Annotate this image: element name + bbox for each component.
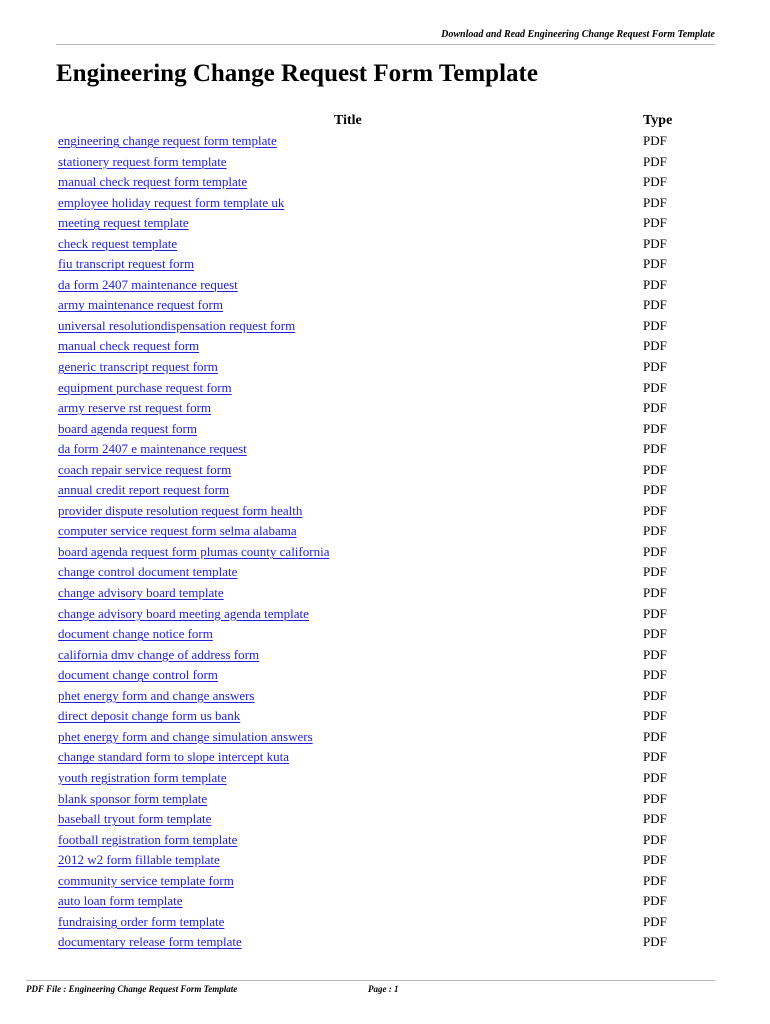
document-link[interactable]: annual credit report request form [58,482,230,498]
document-link[interactable]: document change control form [58,667,218,683]
document-type: PDF [643,893,667,909]
document-type: PDF [643,687,667,703]
document-link[interactable]: army reserve rst request form [58,400,212,416]
document-type: PDF [643,359,667,375]
document-type: PDF [643,502,667,518]
document-link[interactable]: check request template [58,235,178,251]
table-row [58,131,698,152]
document-type: PDF [643,276,667,292]
document-link[interactable]: manual check request form template [58,174,248,190]
table-row [58,809,698,830]
table-row [58,604,698,625]
table-row [58,234,698,255]
table-row [58,336,698,357]
table-row [58,645,698,666]
document-link[interactable]: coach repair service request form [58,461,232,477]
document-type: PDF [643,379,667,395]
table-row [58,398,698,419]
document-type: PDF [643,523,667,539]
document-link[interactable]: equipment purchase request form [58,379,232,395]
document-type: PDF [643,441,667,457]
document-link[interactable]: change standard form to slope intercept kuta [58,749,290,765]
document-type: PDF [643,174,667,190]
document-type: PDF [643,133,667,148]
document-type: PDF [643,153,667,169]
document-link[interactable]: provider dispute resolution request form health [58,502,303,518]
table-row [58,213,698,234]
header-rule [56,44,715,45]
document-link[interactable]: football registration form template [58,831,238,847]
document-link[interactable]: employee holiday request form template uk [58,194,285,210]
document-link[interactable]: blank sponsor form template [58,790,208,806]
document-type: PDF [643,194,667,210]
document-link[interactable]: board agenda request form plumas county california [58,543,330,559]
document-link[interactable]: documentary release form template [58,934,242,950]
document-link[interactable]: board agenda request form [58,420,197,436]
document-type: PDF [643,420,667,436]
table-row [58,275,698,296]
table-row [58,172,698,193]
table-row [58,562,698,583]
table-row [58,665,698,686]
document-link[interactable]: 2012 w2 form fillable template [58,852,220,868]
document-type: PDF [643,769,667,785]
table-row [58,830,698,851]
table-row [58,706,698,727]
document-type: PDF [643,749,667,765]
table-row [58,789,698,810]
document-link[interactable]: change advisory board meeting agenda template [58,605,309,621]
document-link[interactable]: generic transcript request form [58,359,218,375]
document-link[interactable]: youth registration form template [58,769,227,785]
document-type: PDF [643,646,667,662]
document-type: PDF [643,461,667,477]
table-row [58,316,698,337]
document-link[interactable]: universal resolutiondispensation request form [58,317,296,333]
document-link[interactable]: change advisory board template [58,585,224,601]
document-link[interactable]: meeting request template [58,215,189,231]
document-link[interactable]: fundraising order form template [58,913,225,929]
table-row [58,747,698,768]
table-row [58,727,698,748]
table-row [58,542,698,563]
document-type: PDF [643,934,667,950]
table-row [58,871,698,892]
document-type: PDF [643,605,667,621]
table-row [58,768,698,789]
table-row [58,624,698,645]
document-type: PDF [643,317,667,333]
table-row [58,501,698,522]
document-link[interactable]: engineering change request form template [58,133,277,148]
document-type: PDF [643,852,667,868]
document-type: PDF [643,626,667,642]
document-type: PDF [643,338,667,354]
document-link[interactable]: california dmv change of address form [58,646,260,662]
document-list [58,131,698,953]
document-link[interactable]: phet energy form and change answers [58,687,255,703]
footer-page-number: Page : 1 [368,984,399,994]
column-header-title: Title [334,113,362,128]
document-link[interactable]: da form 2407 maintenance request [58,276,238,292]
document-link[interactable]: phet energy form and change simulation answers [58,728,313,744]
document-type: PDF [643,913,667,929]
document-type: PDF [643,811,667,827]
document-link[interactable]: baseball tryout form template [58,811,212,827]
document-type: PDF [643,564,667,580]
table-row [58,152,698,173]
table-row [58,254,698,275]
column-header-type: Type [643,113,673,128]
table-row [58,583,698,604]
document-link[interactable]: direct deposit change form us bank [58,708,241,724]
table-row [58,439,698,460]
table-row [58,460,698,481]
table-row [58,419,698,440]
table-row [58,357,698,378]
document-type: PDF [643,543,667,559]
document-type: PDF [643,667,667,683]
table-row [58,480,698,501]
page-header: Download and Read Engineering Change Request Form Template [441,29,715,40]
document-type: PDF [643,235,667,251]
table-row [58,521,698,542]
document-link[interactable]: document change notice form [58,626,213,642]
document-type: PDF [643,215,667,231]
document-type: PDF [643,585,667,601]
document-type: PDF [643,482,667,498]
document-link[interactable]: da form 2407 e maintenance request [58,441,247,457]
document-link[interactable]: army maintenance request form [58,297,223,313]
table-row [58,295,698,316]
document-link[interactable]: change control document template [58,564,238,580]
document-link[interactable]: manual check request form [58,338,200,354]
document-type: PDF [643,297,667,313]
table-row [58,912,698,933]
footer-file-label: PDF File : Engineering Change Request Form Template [26,984,238,994]
document-type: PDF [643,400,667,416]
document-type: PDF [643,256,667,272]
document-link[interactable]: fiu transcript request form [58,256,195,272]
document-link[interactable]: stationery request form template [58,153,227,169]
document-link[interactable]: auto loan form template [58,893,183,909]
document-type: PDF [643,790,667,806]
document-link[interactable]: community service template form [58,872,234,888]
document-link[interactable]: computer service request form selma alabama [58,523,297,539]
table-row [58,891,698,912]
table-row [58,932,698,953]
document-type: PDF [643,728,667,744]
table-row [58,686,698,707]
document-type: PDF [643,831,667,847]
document-type: PDF [643,872,667,888]
page-title: Engineering Change Request Form Template [56,60,538,87]
document-type: PDF [643,708,667,724]
table-row [58,193,698,214]
table-row [58,378,698,399]
table-row [58,850,698,871]
footer-rule [26,980,715,981]
